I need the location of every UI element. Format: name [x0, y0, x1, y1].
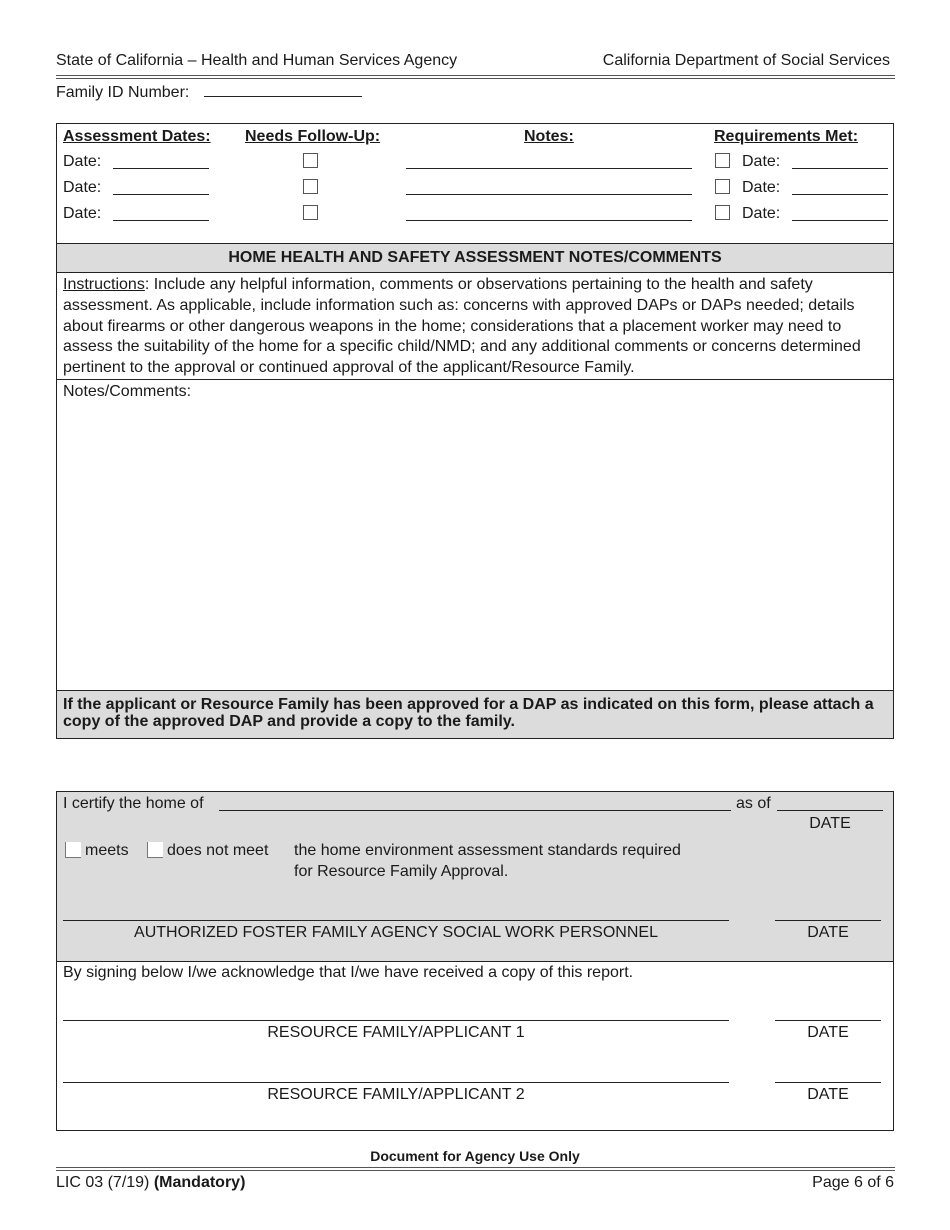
requirements-met-checkbox[interactable]: [715, 153, 730, 168]
applicant1-caption: RESOURCE FAMILY/APPLICANT 1: [267, 1024, 525, 1041]
notes-section-title: HOME HEALTH AND SAFETY ASSESSMENT NOTES/COMMENTS: [57, 243, 893, 273]
instructions-text: [63, 275, 889, 379]
assessment-row: [57, 205, 893, 231]
applicant2-caption: RESOURCE FAMILY/APPLICANT 2: [267, 1086, 525, 1103]
family-id-label: Family ID Number:: [56, 84, 190, 101]
certify-home-name-field[interactable]: [219, 810, 731, 811]
certify-date-field[interactable]: [777, 810, 883, 811]
assessment-date-field[interactable]: [113, 207, 209, 221]
instructions-label: Instructions: [63, 276, 145, 293]
certify-date-caption: DATE: [809, 815, 851, 832]
meets-checkbox[interactable]: [65, 842, 81, 858]
date-label: Date:: [63, 179, 102, 196]
met-date-field[interactable]: [792, 181, 888, 195]
acknowledgement-block: [57, 962, 893, 1130]
notes-field[interactable]: [406, 207, 692, 221]
header-department: California Department of Social Services: [602, 52, 890, 69]
acknowledgement-text: By signing below I/we acknowledge that I/we have received a copy of this report.: [63, 964, 634, 981]
page-number: Page 6 of 6: [812, 1174, 894, 1191]
agency-use-note: Document for Agency Use Only: [370, 1148, 580, 1164]
instructions-body: : Include any helpful information, comments or observations pertaining to the health and safety assessment. As applicable, include information such as: concerns with approved DAPs or DAPs needed; details about firearms or other dangerous weapons in the home; considerations that a placement worker may need to assess the suitability of the home for a specific child/NMD; and any additional comments or concerns determined pertinent to the approval or continued approval of the applicant/Resource Family.: [63, 276, 861, 377]
needs-follow-up-checkbox[interactable]: [303, 179, 318, 194]
does-not-meet-label: does not meet: [167, 842, 269, 859]
applicant1-signature-field[interactable]: [63, 1020, 729, 1021]
met-date-field[interactable]: [792, 155, 888, 169]
notes-comments-area[interactable]: [57, 379, 893, 692]
assessment-row: [57, 153, 893, 179]
does-not-meet-checkbox[interactable]: [147, 842, 163, 858]
personnel-caption: AUTHORIZED FOSTER FAMILY AGENCY SOCIAL WORK PERSONNEL: [134, 924, 658, 941]
applicant2-date-field[interactable]: [775, 1082, 881, 1083]
met-date-label: Date:: [742, 153, 781, 170]
meets-label: meets: [85, 842, 129, 859]
footer-divider: [56, 1167, 895, 1171]
mandatory-label: (Mandatory): [153, 1174, 246, 1191]
applicant2-date-caption: DATE: [807, 1086, 849, 1103]
requirements-met-checkbox[interactable]: [715, 205, 730, 220]
family-id-field[interactable]: [204, 83, 362, 97]
applicant1-date-caption: DATE: [807, 1024, 849, 1041]
requirements-met-checkbox[interactable]: [715, 179, 730, 194]
notes-field[interactable]: [406, 155, 692, 169]
needs-follow-up-checkbox[interactable]: [303, 153, 318, 168]
met-date-label: Date:: [742, 179, 781, 196]
personnel-signature-field[interactable]: [63, 920, 729, 921]
assessment-section: [56, 123, 894, 739]
assessment-date-field[interactable]: [113, 155, 209, 169]
assessment-date-field[interactable]: [113, 181, 209, 195]
col-notes: Notes:: [524, 128, 574, 145]
col-requirements-met: Requirements Met:: [714, 128, 859, 145]
notes-field[interactable]: [406, 181, 692, 195]
certify-prefix: I certify the home of: [63, 795, 204, 812]
date-label: Date:: [63, 205, 102, 222]
needs-follow-up-checkbox[interactable]: [303, 205, 318, 220]
standards-line-2: for Resource Family Approval.: [294, 863, 509, 880]
family-id-row: [56, 83, 362, 102]
certification-block: [57, 792, 893, 962]
header-divider: [56, 75, 895, 79]
as-of-label: as of: [736, 795, 771, 812]
header-agency: State of California – Health and Human Services Agency: [56, 52, 458, 69]
assessment-row: [57, 179, 893, 205]
date-label: Date:: [63, 153, 102, 170]
standards-line-1: the home environment assessment standards required: [294, 842, 681, 859]
applicant2-signature-field[interactable]: [63, 1082, 729, 1083]
certification-section: [56, 791, 894, 1131]
personnel-date-field[interactable]: [775, 920, 881, 921]
col-needs-follow-up: Needs Follow-Up:: [245, 128, 381, 145]
met-date-label: Date:: [742, 205, 781, 222]
notes-comments-label: Notes/Comments:: [63, 383, 192, 400]
personnel-date-caption: DATE: [807, 924, 849, 941]
col-assessment-dates: Assessment Dates:: [63, 128, 211, 145]
dap-attachment-note: If the applicant or Resource Family has been approved for a DAP as indicated on this form, please attach a copy of the approved DAP and provide a copy to the family.: [57, 690, 893, 738]
applicant1-date-field[interactable]: [775, 1020, 881, 1021]
form-id: [56, 1174, 245, 1192]
met-date-field[interactable]: [792, 207, 888, 221]
form-number: LIC 03 (7/19): [56, 1174, 150, 1191]
